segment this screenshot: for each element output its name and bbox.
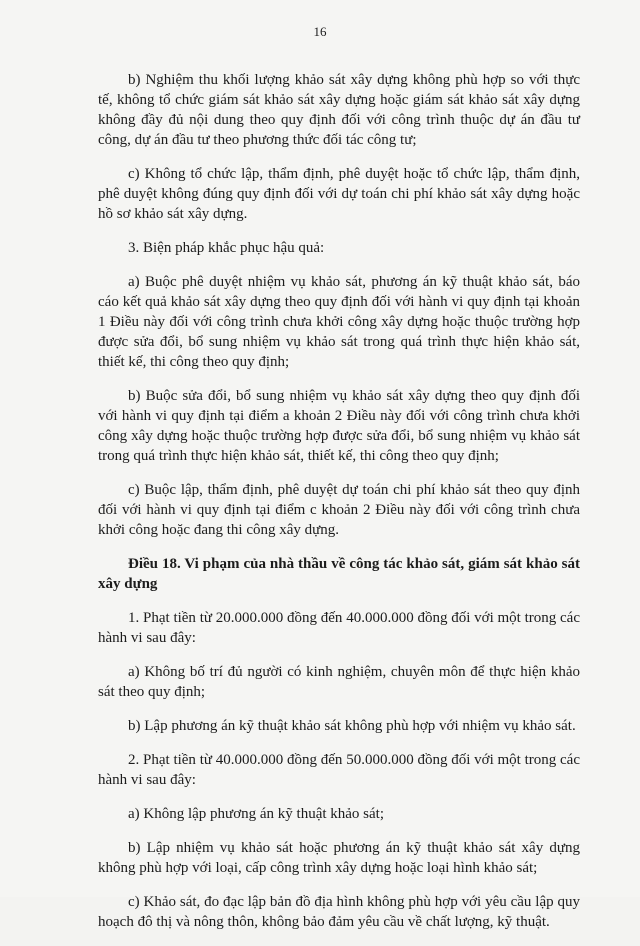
- paragraph-remedy-a: a) Buộc phê duyệt nhiệm vụ khảo sát, phương án kỹ thuật khảo sát, báo cáo kết quả khảo sát xây dựng theo quy định đối với hành vi quy định tại khoản 1 Điều này đối với công trình chưa khởi công xây dựng hoặc thuộc trường hợp được sửa đổi, bổ sung nhiệm vụ khảo sát trong quá trình thực hiện khảo sát, thiết kế, thi công theo quy định;: [98, 274, 580, 370]
- paragraph-clause-2c: c) Khảo sát, đo đạc lập bản đồ địa hình không phù hợp với yêu cầu lập quy hoạch đô thị và nông thôn, không bảo đảm yêu cầu về chất lượng, kỹ thuật.: [98, 894, 580, 930]
- paragraph-1b-acceptance: b) Nghiệm thu khối lượng khảo sát xây dựng không phù hợp so với thực tế, không tổ chức giám sát khảo sát xây dựng hoặc giám sát khảo sát xây dựng không đầy đủ nội dung theo quy định đối với công trình thuộc dự án đầu tư công, dự án đầu tư theo phương thức đối tác công tư;: [98, 72, 580, 148]
- paragraph-remedial-measures: 3. Biện pháp khắc phục hậu quả:: [128, 240, 325, 256]
- paragraph-1c-estimate: c) Không tổ chức lập, thẩm định, phê duyệt hoặc tổ chức lập, thẩm định, phê duyệt không đúng quy định đối với dự toán chi phí khảo sát xây dựng hoặc hồ sơ khảo sát xây dựng.: [98, 166, 580, 222]
- document-body: [98, 70, 580, 946]
- paragraph-clause-1a: a) Không bố trí đủ người có kinh nghiệm, chuyên môn để thực hiện khảo sát theo quy định;: [98, 664, 580, 700]
- paragraph-clause-1: 1. Phạt tiền từ 20.000.000 đồng đến 40.000.000 đồng đối với một trong các hành vi sau đây:: [98, 610, 580, 646]
- page-number: 16: [313, 24, 327, 39]
- paragraph-remedy-b: b) Buộc sửa đổi, bổ sung nhiệm vụ khảo sát xây dựng theo quy định đối với hành vi quy định tại điểm a khoản 2 Điều này đối với công trình chưa khởi công xây dựng hoặc thuộc trường hợp được sửa đổi, bổ sung nhiệm vụ khảo sát trong quá trình thực hiện khảo sát, thiết kế, thi công theo quy định;: [98, 388, 580, 464]
- paragraph-clause-2a: a) Không lập phương án kỹ thuật khảo sát;: [128, 806, 385, 822]
- paragraph-clause-2: 2. Phạt tiền từ 40.000.000 đồng đến 50.000.000 đồng đối với một trong các hành vi sau đây:: [98, 752, 580, 788]
- paragraph-clause-1b: b) Lập phương án kỹ thuật khảo sát không phù hợp với nhiệm vụ khảo sát.: [128, 718, 576, 734]
- paragraph-remedy-c: c) Buộc lập, thẩm định, phê duyệt dự toán chi phí khảo sát theo quy định đối với hành vi quy định tại điểm c khoản 2 Điều này đối với công trình chưa khởi công hoặc đang thi công xây dựng.: [98, 482, 580, 538]
- article-18-heading: Điều 18. Vi phạm của nhà thầu về công tác khảo sát, giám sát khảo sát xây dựng: [98, 556, 580, 592]
- paragraph-clause-2b: b) Lập nhiệm vụ khảo sát hoặc phương án kỹ thuật khảo sát xây dựng không phù hợp với loại, cấp công trình xây dựng hoặc loại hình khảo sát;: [98, 840, 580, 876]
